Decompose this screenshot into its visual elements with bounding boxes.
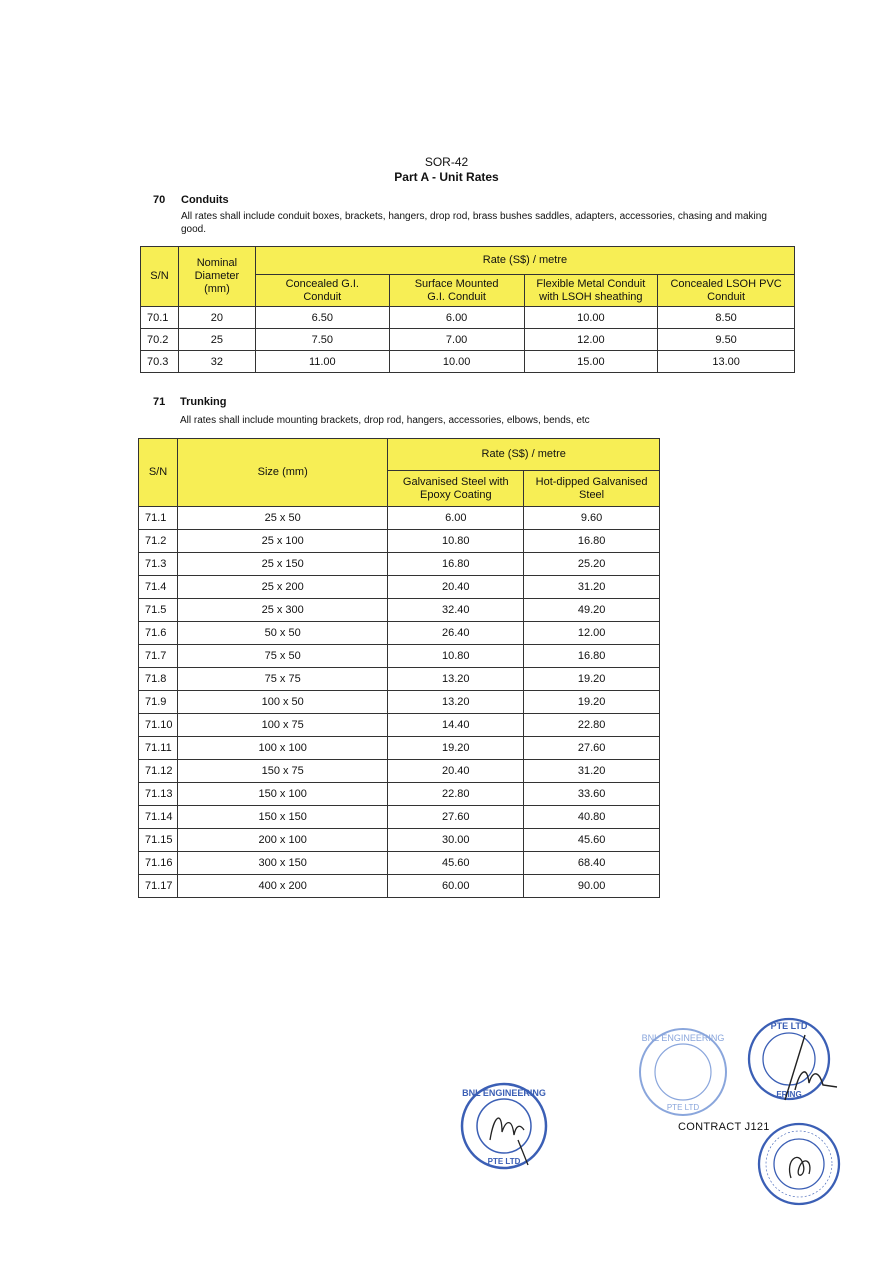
trunking-table xyxy=(138,438,660,898)
size-cell: 25 x 100 xyxy=(177,530,387,553)
galvanised-epoxy-rate-cell: 60.00 xyxy=(388,875,524,898)
size-cell: 150 x 75 xyxy=(177,760,387,783)
size-cell: 150 x 150 xyxy=(177,806,387,829)
svg-text:PTE LTD: PTE LTD xyxy=(487,1157,521,1166)
svg-text:ERING: ERING xyxy=(776,1090,802,1099)
galvanised-epoxy-rate-cell: 20.40 xyxy=(388,576,524,599)
galvanised-epoxy-rate-cell: 30.00 xyxy=(388,829,524,852)
sn-cell: 71.6 xyxy=(139,622,178,645)
diameter-cell: 32 xyxy=(178,351,255,373)
svg-text:BNL ENGINEERING: BNL ENGINEERING xyxy=(462,1088,546,1098)
sn-cell: 71.7 xyxy=(139,645,178,668)
rate-cell: 11.00 xyxy=(255,351,389,373)
size-cell: 25 x 150 xyxy=(177,553,387,576)
document-ref: SOR-42 xyxy=(424,155,469,169)
rate-cell: 10.00 xyxy=(524,307,658,329)
sn-cell: 71.2 xyxy=(139,530,178,553)
hot-dipped-rate-cell: 90.00 xyxy=(524,875,660,898)
sn-cell: 71.11 xyxy=(139,737,178,760)
size-cell: 75 x 50 xyxy=(177,645,387,668)
hot-dipped-rate-cell: 19.20 xyxy=(524,691,660,714)
svg-text:PTE LTD: PTE LTD xyxy=(770,1021,808,1031)
sn-cell: 70.3 xyxy=(141,351,179,373)
size-cell: 75 x 75 xyxy=(177,668,387,691)
sn-cell: 71.9 xyxy=(139,691,178,714)
sn-cell: 71.16 xyxy=(139,852,178,875)
size-cell: 200 x 100 xyxy=(177,829,387,852)
header-size: Size (mm) xyxy=(177,439,387,507)
diameter-cell: 20 xyxy=(178,307,255,329)
rate-cell: 7.00 xyxy=(389,329,524,351)
sn-cell: 71.13 xyxy=(139,783,178,806)
sn-cell: 71.1 xyxy=(139,507,178,530)
galvanised-epoxy-rate-cell: 13.20 xyxy=(388,691,524,714)
svg-text:PTE LTD: PTE LTD xyxy=(666,1103,700,1112)
header-sn: S/N xyxy=(141,247,179,307)
table-row xyxy=(139,507,660,530)
section-71-title: Trunking xyxy=(180,396,227,408)
hot-dipped-rate-cell: 33.60 xyxy=(524,783,660,806)
table-row xyxy=(139,737,660,760)
table-row xyxy=(139,553,660,576)
section-70-number: 70 xyxy=(153,194,166,206)
header-rate: Rate (S$) / metre xyxy=(255,247,794,275)
hot-dipped-rate-cell: 16.80 xyxy=(524,530,660,553)
galvanised-epoxy-rate-cell: 32.40 xyxy=(388,599,524,622)
sn-cell: 71.3 xyxy=(139,553,178,576)
size-cell: 100 x 50 xyxy=(177,691,387,714)
galvanised-epoxy-rate-cell: 45.60 xyxy=(388,852,524,875)
hot-dipped-rate-cell: 22.80 xyxy=(524,714,660,737)
galvanised-epoxy-rate-cell: 27.60 xyxy=(388,806,524,829)
hot-dipped-rate-cell: 25.20 xyxy=(524,553,660,576)
table-row xyxy=(139,668,660,691)
rate-cell: 9.50 xyxy=(658,329,795,351)
galvanised-epoxy-rate-cell: 13.20 xyxy=(388,668,524,691)
sn-cell: 71.15 xyxy=(139,829,178,852)
hot-dipped-rate-cell: 31.20 xyxy=(524,576,660,599)
hot-dipped-rate-cell: 40.80 xyxy=(524,806,660,829)
section-71-description: All rates shall include mounting brackets, drop rod, hangers, accessories, elbows, bends, etc xyxy=(180,415,590,426)
table-row xyxy=(139,806,660,829)
size-cell: 50 x 50 xyxy=(177,622,387,645)
table-row xyxy=(139,852,660,875)
galvanised-epoxy-rate-cell: 10.80 xyxy=(388,645,524,668)
bnl-engineering-stamp-with-signature xyxy=(458,1080,550,1172)
table-row xyxy=(139,645,660,668)
sn-cell: 71.14 xyxy=(139,806,178,829)
header-rate: Rate (S$) / metre xyxy=(388,439,660,471)
table-row xyxy=(141,329,795,351)
sn-cell: 71.10 xyxy=(139,714,178,737)
rate-cell: 8.50 xyxy=(658,307,795,329)
sn-cell: 71.4 xyxy=(139,576,178,599)
table-row xyxy=(139,576,660,599)
rate-cell: 10.00 xyxy=(389,351,524,373)
diameter-cell: 25 xyxy=(178,329,255,351)
rate-cell: 12.00 xyxy=(524,329,658,351)
rate-cell: 6.00 xyxy=(389,307,524,329)
sn-cell: 71.12 xyxy=(139,760,178,783)
size-cell: 25 x 300 xyxy=(177,599,387,622)
header-flexible-metal: Flexible Metal Conduit with LSOH sheathing xyxy=(524,275,658,307)
section-70-title: Conduits xyxy=(181,194,229,206)
sn-cell: 71.5 xyxy=(139,599,178,622)
size-cell: 25 x 50 xyxy=(177,507,387,530)
galvanised-epoxy-rate-cell: 10.80 xyxy=(388,530,524,553)
galvanised-epoxy-rate-cell: 22.80 xyxy=(388,783,524,806)
galvanised-epoxy-rate-cell: 19.20 xyxy=(388,737,524,760)
table-row xyxy=(139,875,660,898)
size-cell: 150 x 100 xyxy=(177,783,387,806)
hot-dipped-rate-cell: 68.40 xyxy=(524,852,660,875)
contract-number: CONTRACT J121 xyxy=(678,1121,770,1133)
svg-text:BNL ENGINEERING: BNL ENGINEERING xyxy=(641,1033,725,1043)
section-71-number: 71 xyxy=(153,396,166,408)
lutee-engineering-stamp-with-signature xyxy=(755,1120,843,1208)
section-70-description: All rates shall include conduit boxes, brackets, hangers, drop rod, brass bushes saddles, adapters, accessories, chasing and making good. xyxy=(181,211,767,235)
conduits-table xyxy=(140,246,795,373)
table-row xyxy=(139,783,660,806)
rate-cell: 6.50 xyxy=(255,307,389,329)
sn-cell: 71.8 xyxy=(139,668,178,691)
hot-dipped-rate-cell: 12.00 xyxy=(524,622,660,645)
sn-cell: 70.1 xyxy=(141,307,179,329)
table-row xyxy=(141,351,795,373)
table-row xyxy=(139,599,660,622)
bnl-engineering-stamp xyxy=(636,1025,730,1119)
hot-dipped-rate-cell: 45.60 xyxy=(524,829,660,852)
hot-dipped-rate-cell: 27.60 xyxy=(524,737,660,760)
header-hot-dipped: Hot-dipped Galvanised Steel xyxy=(524,471,660,507)
header-sn: S/N xyxy=(139,439,178,507)
table-row xyxy=(139,760,660,783)
rate-cell: 7.50 xyxy=(255,329,389,351)
hot-dipped-rate-cell: 16.80 xyxy=(524,645,660,668)
rate-cell: 15.00 xyxy=(524,351,658,373)
galvanised-epoxy-rate-cell: 6.00 xyxy=(388,507,524,530)
header-lsoh-pvc: Concealed LSOH PVC Conduit xyxy=(658,275,795,307)
galvanised-epoxy-rate-cell: 20.40 xyxy=(388,760,524,783)
table-row xyxy=(139,530,660,553)
table-row xyxy=(141,307,795,329)
rate-cell: 13.00 xyxy=(658,351,795,373)
galvanised-epoxy-rate-cell: 26.40 xyxy=(388,622,524,645)
header-surface-gi: Surface Mounted G.I. Conduit xyxy=(389,275,524,307)
header-nominal-diameter: Nominal Diameter (mm) xyxy=(178,247,255,307)
hot-dipped-rate-cell: 31.20 xyxy=(524,760,660,783)
hot-dipped-rate-cell: 49.20 xyxy=(524,599,660,622)
size-cell: 300 x 150 xyxy=(177,852,387,875)
size-cell: 100 x 100 xyxy=(177,737,387,760)
size-cell: 100 x 75 xyxy=(177,714,387,737)
header-concealed-gi: Concealed G.I. Conduit xyxy=(255,275,389,307)
table-row xyxy=(139,829,660,852)
table-row xyxy=(139,622,660,645)
header-galvanised-epoxy: Galvanised Steel with Epoxy Coating xyxy=(388,471,524,507)
size-cell: 400 x 200 xyxy=(177,875,387,898)
size-cell: 25 x 200 xyxy=(177,576,387,599)
table-row xyxy=(139,714,660,737)
galvanised-epoxy-rate-cell: 14.40 xyxy=(388,714,524,737)
galvanised-epoxy-rate-cell: 16.80 xyxy=(388,553,524,576)
hot-dipped-rate-cell: 9.60 xyxy=(524,507,660,530)
sn-cell: 71.17 xyxy=(139,875,178,898)
table-row xyxy=(139,691,660,714)
hot-dipped-rate-cell: 19.20 xyxy=(524,668,660,691)
page-title: Part A - Unit Rates xyxy=(394,170,499,184)
sn-cell: 70.2 xyxy=(141,329,179,351)
engineering-pte-ltd-stamp-with-signature xyxy=(745,1015,841,1107)
